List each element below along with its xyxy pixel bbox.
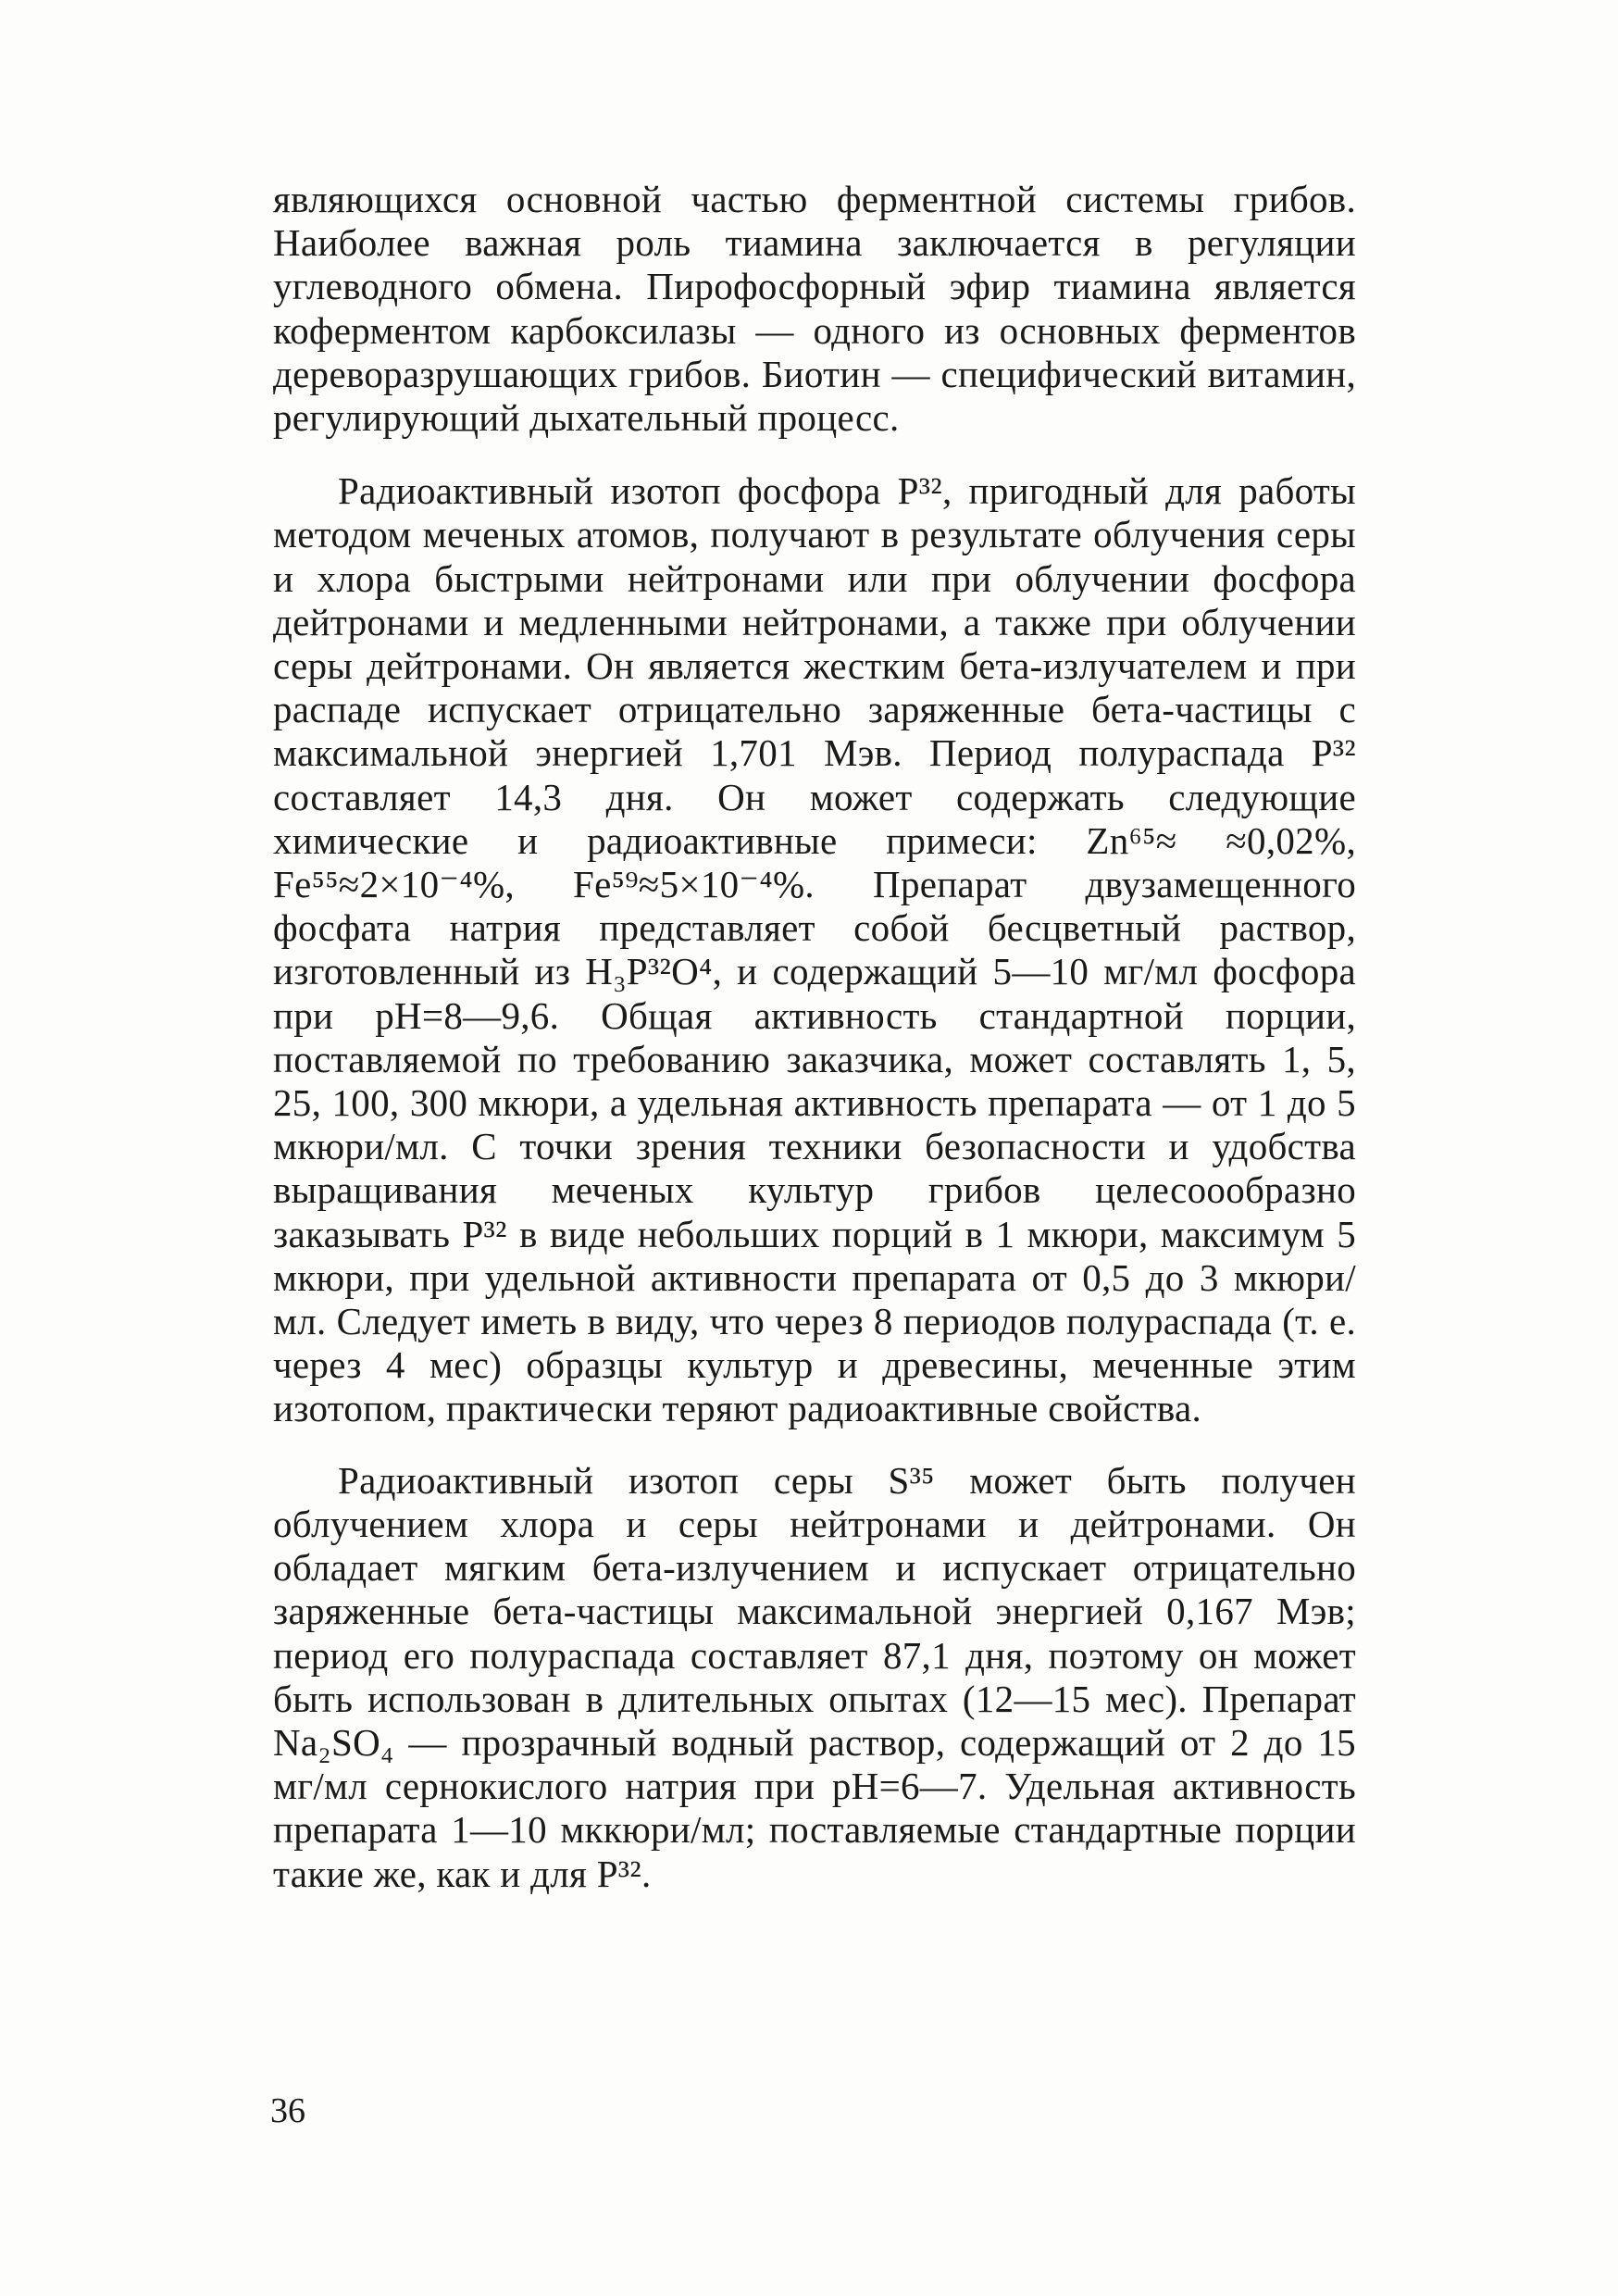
body-text [273,178,1356,1896]
paragraph-phosphorus-isotope: Радиоактивный изотоп фосфора P³², пригодный для работы методом меченых атомов, получают в результате облучения серы и хлора быстрыми нейтронами или при облучении фосфора дейтронами и медленными нейтронами, а также при облучении серы дейтронами. Он является жестким бета-излучателем и при распаде испускает отрицательно заряженные бета-частицы с максимальной энергией 1,701 Мэв. Период полураспада P³² составляет 14,3 дня. Он может содержать следующие химические и радиоактивные примеси: Zn⁶⁵≈ ≈0,02%, Fe⁵⁵≈2×10⁻⁴%, Fe⁵⁹≈5×10⁻⁴%. Препарат двузамещенного фосфата натрия представляет собой бесцветный раствор, изготовленный из H₃P³²O⁴, и содержащий 5—10 мг/мл фосфора при pH=8—9,6. Общая активность стандартной порции, поставляемой по требованию заказчика, может составлять 1, 5, 25, 100, 300 мкюри, а удельная активность препарата — от 1 до 5 мкюри/мл. С точки зрения техники безопасности и удобства выращивания меченых культур грибов целесоообразно заказывать P³² в виде небольших порций в 1 мкюри, максимум 5 мкюри, при удельной активности препарата от 0,5 до 3 мкюри/мл. Следует иметь в виду, что через 8 периодов полураспада (т. е. через 4 мес) образцы культур и древесины, меченные этим изотопом, практически теряют радиоактивные свойства. [273,469,1356,1430]
paragraph-vitamins: являющихся основной частью ферментной системы грибов. Наиболее важная роль тиамина заключается в регуляции углеводного обмена. Пирофосфорный эфир тиамина является коферментом карбоксилазы — одного из основных ферментов дереворазрушающих грибов. Биотин — специфический витамин, регулирующий дыхательный процесс. [273,178,1356,440]
page-number: 36 [270,2091,305,2130]
paragraph-sulfur-isotope: Радиоактивный изотоп серы S³⁵ может быть получен облучением хлора и серы нейтронами и дейтронами. Он обладает мягким бета-излучением и испускает отрицательно заряженные бета-частицы максимальной энергией 0,167 Мэв; период его полураспада составляет 87,1 дня, поэтому он может быть использован в длительных опытах (12—15 мес). Препарат Na₂SO₄ — прозрачный водный раствор, содержащий от 2 до 15 мг/мл сернокислого натрия при pH=6—7. Удельная активность препарата 1—10 мккюри/мл; поставляемые стандартные порции такие же, как и для P³². [273,1458,1356,1895]
